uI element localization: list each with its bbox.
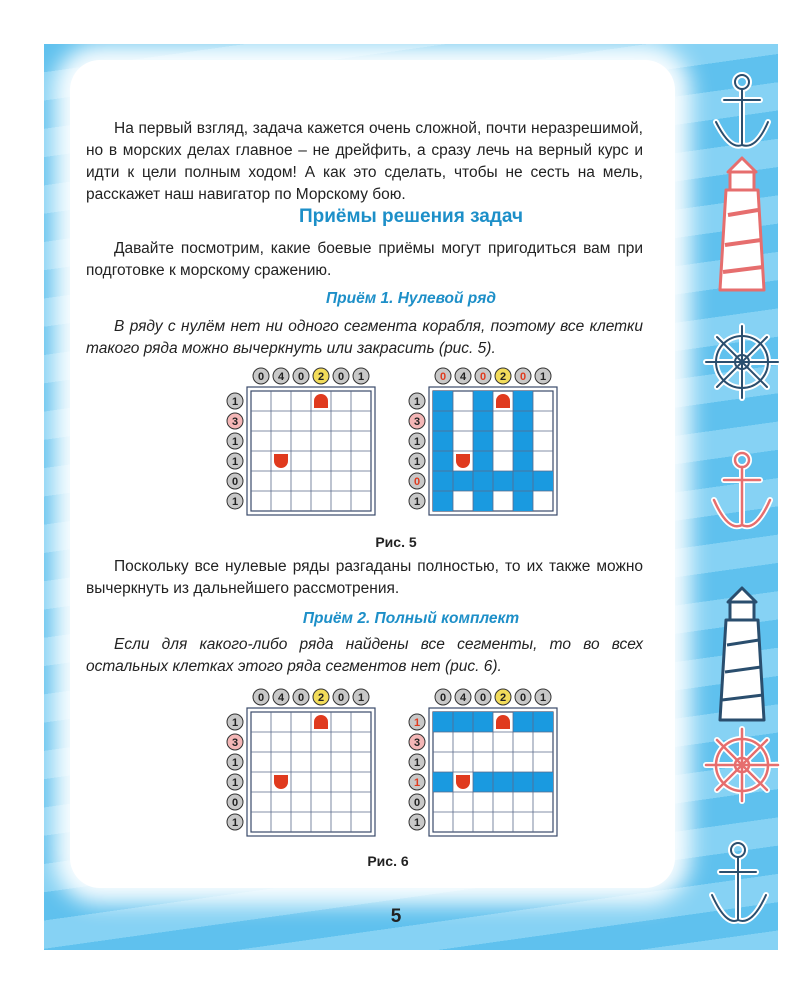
figure-6-board-before bbox=[225, 688, 385, 840]
water-cell bbox=[513, 451, 533, 471]
row-clue-value: 1 bbox=[413, 717, 421, 729]
water-cell bbox=[473, 712, 493, 732]
row-clue-value: 3 bbox=[413, 737, 421, 749]
water-cell bbox=[473, 451, 493, 471]
water-cell bbox=[513, 391, 533, 411]
row-clue bbox=[409, 734, 425, 750]
row-clue-value: 1 bbox=[413, 757, 421, 769]
water-cell bbox=[433, 391, 453, 411]
row-clue-value: 1 bbox=[231, 757, 239, 769]
section-intro-paragraph: Давайте посмотрим, какие боевые приёмы могут пригодиться вам при подготовке к морскому сражению. bbox=[86, 240, 643, 279]
after-figure-5-paragraph: Поскольку все нулевые ряды разгаданы полностью, то их также можно вычеркнуть из дальнейшего рассмотрения. bbox=[86, 558, 643, 597]
column-clue-value: 0 bbox=[337, 692, 345, 704]
water-cell bbox=[513, 712, 533, 732]
water-cell bbox=[433, 712, 453, 732]
row-clue bbox=[227, 794, 243, 810]
ship-segment bbox=[456, 775, 470, 789]
row-clue bbox=[409, 393, 425, 409]
row-clue-value: 0 bbox=[231, 476, 239, 488]
ship-wheel-icon-stroke bbox=[706, 326, 778, 398]
water-cell bbox=[513, 491, 533, 511]
water-cell bbox=[433, 491, 453, 511]
row-clue-value: 1 bbox=[413, 777, 421, 789]
water-cell bbox=[533, 772, 553, 792]
column-clue-value: 0 bbox=[519, 692, 527, 704]
water-cell bbox=[433, 772, 453, 792]
column-clue bbox=[273, 689, 289, 705]
water-cell bbox=[513, 431, 533, 451]
technique-1-title: Приём 1. Нулевой ряд bbox=[326, 290, 496, 307]
figure-5-board-before bbox=[225, 367, 385, 519]
column-clue bbox=[435, 689, 451, 705]
red-ship-wheel-icon-stroke bbox=[706, 729, 778, 801]
column-clue-value: 0 bbox=[479, 371, 487, 383]
row-clue-value: 0 bbox=[413, 797, 421, 809]
column-clue bbox=[455, 368, 471, 384]
row-clue-value: 1 bbox=[413, 396, 421, 408]
column-clue-value: 4 bbox=[277, 692, 285, 704]
water-cell bbox=[433, 471, 453, 491]
row-clue bbox=[227, 473, 243, 489]
column-clue bbox=[253, 368, 269, 384]
column-clue bbox=[475, 368, 491, 384]
anchor-icon-stroke bbox=[716, 75, 768, 146]
column-clue-value: 0 bbox=[519, 371, 527, 383]
row-clue-value: 3 bbox=[413, 416, 421, 428]
column-clue bbox=[515, 689, 531, 705]
row-clue bbox=[409, 453, 425, 469]
column-clue bbox=[535, 689, 551, 705]
column-clue-value: 1 bbox=[357, 371, 365, 383]
row-clue bbox=[409, 433, 425, 449]
column-clue bbox=[435, 368, 451, 384]
column-clue-value: 0 bbox=[297, 692, 305, 704]
column-clue-value: 0 bbox=[257, 692, 265, 704]
water-cell bbox=[473, 471, 493, 491]
row-clue bbox=[409, 814, 425, 830]
column-clue-value: 0 bbox=[297, 371, 305, 383]
figure-6-board-after bbox=[407, 688, 567, 840]
column-clue bbox=[313, 689, 329, 705]
ship-segment bbox=[274, 454, 288, 468]
column-clue bbox=[475, 689, 491, 705]
column-clue-value: 4 bbox=[277, 371, 285, 383]
row-clue bbox=[227, 774, 243, 790]
ship-segment bbox=[496, 715, 510, 729]
water-cell bbox=[513, 772, 533, 792]
ship-segment bbox=[456, 454, 470, 468]
row-clue-value: 1 bbox=[231, 436, 239, 448]
row-clue bbox=[409, 774, 425, 790]
row-clue bbox=[227, 393, 243, 409]
column-clue bbox=[333, 689, 349, 705]
column-clue-value: 2 bbox=[317, 371, 325, 383]
column-clue-value: 0 bbox=[479, 692, 487, 704]
blue-lighthouse-icon bbox=[720, 588, 764, 720]
column-clue-value: 2 bbox=[499, 692, 507, 704]
column-clue bbox=[313, 368, 329, 384]
column-clue-value: 2 bbox=[317, 692, 325, 704]
row-clue-value: 3 bbox=[231, 737, 239, 749]
ship-segment bbox=[274, 775, 288, 789]
row-clue bbox=[409, 794, 425, 810]
row-clue-value: 1 bbox=[413, 436, 421, 448]
water-cell bbox=[433, 451, 453, 471]
row-clue-value: 1 bbox=[413, 817, 421, 829]
row-clue bbox=[227, 814, 243, 830]
nautical-decoration bbox=[700, 60, 780, 940]
water-cell bbox=[453, 712, 473, 732]
row-clue-value: 0 bbox=[231, 797, 239, 809]
water-cell bbox=[473, 772, 493, 792]
water-cell bbox=[513, 411, 533, 431]
technique-2-text: Если для какого-либо ряда найдены все сегменты, то во всех остальных клетках этого ряда сегментов нет (рис. 6). bbox=[86, 636, 643, 675]
column-clue bbox=[515, 368, 531, 384]
row-clue bbox=[409, 413, 425, 429]
row-clue-value: 1 bbox=[231, 496, 239, 508]
water-cell bbox=[433, 431, 453, 451]
column-clue bbox=[293, 368, 309, 384]
figure-6-caption: Рис. 6 bbox=[367, 853, 409, 869]
row-clue bbox=[227, 433, 243, 449]
water-cell bbox=[533, 471, 553, 491]
row-clue bbox=[409, 493, 425, 509]
ship-segment bbox=[496, 394, 510, 408]
row-clue-value: 1 bbox=[231, 396, 239, 408]
column-clue bbox=[353, 689, 369, 705]
water-cell bbox=[453, 471, 473, 491]
column-clue bbox=[353, 368, 369, 384]
intro-paragraph: На первый взгляд, задача кажется очень сложной, почти неразрешимой, но в морских делах главное – не дрейфить, а сразу лечь на верный курс и идти к цели полным ходом! А как это сделать, чтобы не сесть на мель, расскажет наш навигатор по Морскому бою. bbox=[86, 120, 643, 203]
row-clue bbox=[227, 413, 243, 429]
column-clue bbox=[495, 368, 511, 384]
red-anchor-icon-stroke bbox=[714, 453, 770, 526]
row-clue-value: 1 bbox=[231, 456, 239, 468]
column-clue-value: 0 bbox=[337, 371, 345, 383]
column-clue-value: 4 bbox=[459, 371, 467, 383]
water-cell bbox=[473, 491, 493, 511]
water-cell bbox=[513, 471, 533, 491]
row-clue bbox=[227, 493, 243, 509]
column-clue-value: 0 bbox=[439, 371, 447, 383]
page-number: 5 bbox=[390, 906, 402, 927]
technique-1-text: В ряду с нулём нет ни одного сегмента корабля, поэтому все клетки такого ряда можно вычеркнуть или закрасить (рис. 5). bbox=[86, 318, 643, 357]
column-clue-value: 1 bbox=[539, 371, 547, 383]
column-clue bbox=[273, 368, 289, 384]
column-clue-value: 0 bbox=[439, 692, 447, 704]
column-clue bbox=[495, 689, 511, 705]
section-title: Приёмы решения задач bbox=[298, 206, 524, 227]
water-cell bbox=[473, 391, 493, 411]
row-clue bbox=[227, 453, 243, 469]
column-clue-value: 1 bbox=[357, 692, 365, 704]
row-clue-value: 0 bbox=[413, 476, 421, 488]
column-clue bbox=[293, 689, 309, 705]
row-clue-value: 1 bbox=[231, 817, 239, 829]
water-cell bbox=[473, 411, 493, 431]
column-clue-value: 2 bbox=[499, 371, 507, 383]
row-clue-value: 1 bbox=[413, 456, 421, 468]
water-cell bbox=[473, 431, 493, 451]
column-clue bbox=[535, 368, 551, 384]
water-cell bbox=[493, 772, 513, 792]
water-cell bbox=[433, 411, 453, 431]
row-clue bbox=[409, 754, 425, 770]
row-clue-value: 1 bbox=[231, 777, 239, 789]
ship-segment bbox=[314, 715, 328, 729]
row-clue bbox=[227, 714, 243, 730]
row-clue bbox=[409, 473, 425, 489]
row-clue bbox=[227, 734, 243, 750]
row-clue-value: 1 bbox=[231, 717, 239, 729]
column-clue-value: 4 bbox=[459, 692, 467, 704]
row-clue bbox=[227, 754, 243, 770]
figure-5-board-after bbox=[407, 367, 567, 519]
row-clue-value: 1 bbox=[413, 496, 421, 508]
column-clue bbox=[333, 368, 349, 384]
row-clue bbox=[409, 714, 425, 730]
column-clue-value: 1 bbox=[539, 692, 547, 704]
row-clue-value: 3 bbox=[231, 416, 239, 428]
column-clue-value: 0 bbox=[257, 371, 265, 383]
column-clue bbox=[455, 689, 471, 705]
technique-2-title: Приём 2. Полный комплект bbox=[302, 610, 520, 627]
water-cell bbox=[493, 471, 513, 491]
water-cell bbox=[533, 712, 553, 732]
figure-5-caption: Рис. 5 bbox=[375, 534, 417, 550]
ship-segment bbox=[314, 394, 328, 408]
column-clue bbox=[253, 689, 269, 705]
